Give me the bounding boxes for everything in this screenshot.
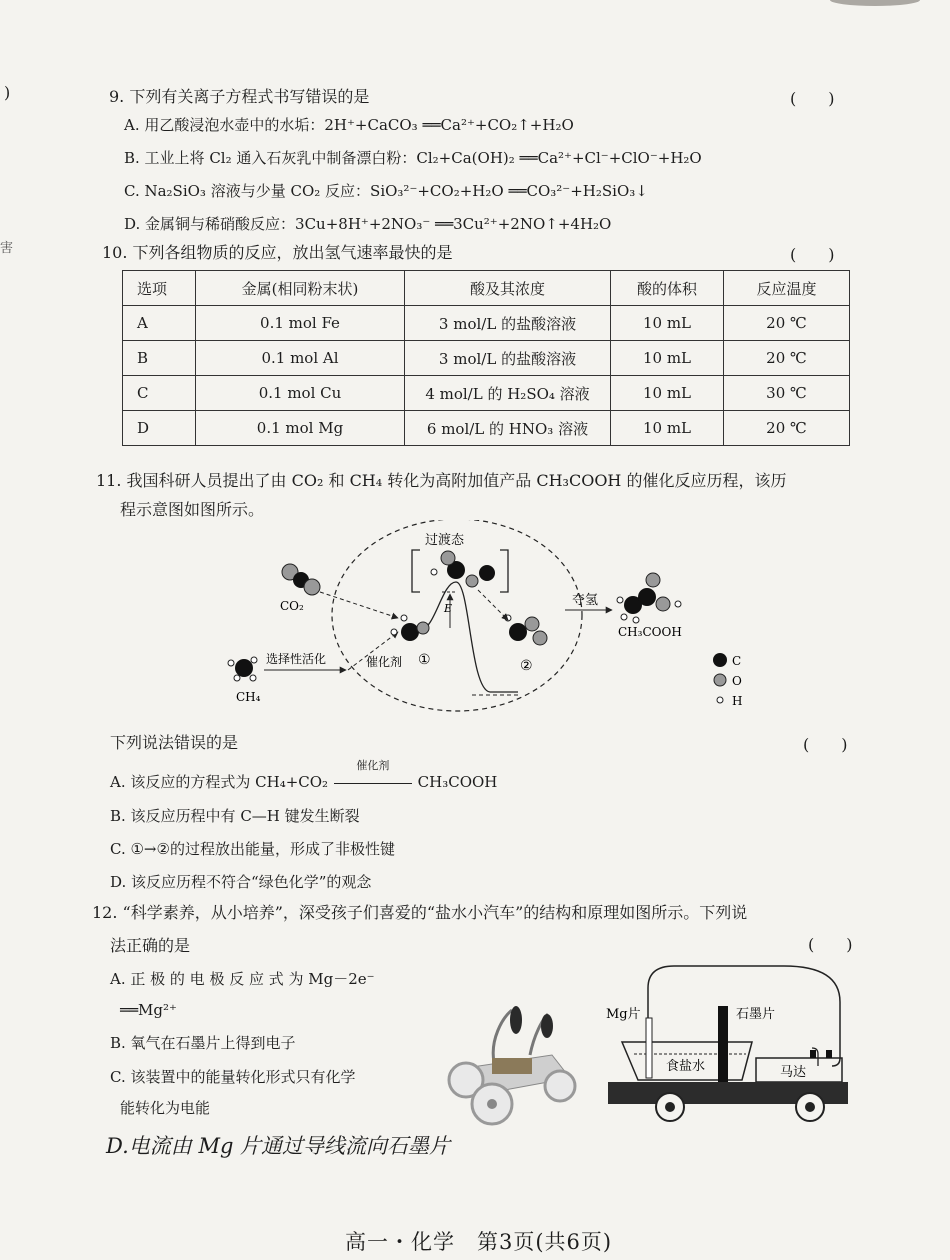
th-volume: 酸的体积 xyxy=(611,271,724,306)
ch4-molecule xyxy=(228,657,257,681)
q9-option-b[interactable] xyxy=(124,147,702,169)
product-label: CH₃COOH xyxy=(618,625,682,639)
table-cell: 20 ℃ xyxy=(724,341,850,376)
catalyst-label: 催化剂 xyxy=(366,655,403,669)
q11-option-a[interactable] xyxy=(110,759,498,793)
co2-arrow xyxy=(320,592,398,618)
product-molecule xyxy=(617,573,681,623)
co2-label: CO₂ xyxy=(280,599,304,613)
q11-ask: 下列说法错误的是 xyxy=(110,733,239,752)
q11-a-arrow xyxy=(333,759,413,793)
q9-a-label: A. 用乙酸浸泡水壶中的水垢： xyxy=(124,116,325,134)
graphite-label: 石墨片 xyxy=(736,1007,776,1022)
q11-reaction-diagram xyxy=(220,520,780,720)
energy-label: E xyxy=(444,602,453,615)
mg-strip xyxy=(646,1018,652,1078)
table-row xyxy=(123,376,850,411)
q9-option-d[interactable] xyxy=(124,213,611,235)
q10-stem: 10. 下列各组物质的反应，放出氢气速率最快的是 xyxy=(102,243,453,262)
q11-a-condition: 催化剂 xyxy=(356,759,390,772)
table-cell: 10 mL xyxy=(611,376,724,411)
transition-bracket-right xyxy=(500,550,508,592)
ch4-label: CH₄ xyxy=(236,690,261,704)
select-activate-label: 选择性活化 xyxy=(266,652,327,666)
table-cell: 0.1 mol Fe xyxy=(196,306,405,341)
table-cell: 4 mol/L 的 H₂SO₄ 溶液 xyxy=(405,376,611,411)
q9-d-equation: 3Cu+8H⁺+2NO₃⁻ ══3Cu²⁺+2NO↑+4H₂O xyxy=(295,215,612,233)
table-cell: 0.1 mol Cu xyxy=(196,376,405,411)
table-cell: 30 ℃ xyxy=(724,376,850,411)
table-cell: 20 ℃ xyxy=(724,306,850,341)
reaction-zone-ellipse xyxy=(332,520,582,711)
q9-b-label: B. 工业上将 Cl₂ 通入石灰乳中制备漂白粉： xyxy=(124,149,417,167)
q9-a-equation: 2H⁺+CaCO₃ ══Ca²⁺+CO₂↑+H₂O xyxy=(324,116,574,134)
table-cell: A xyxy=(123,306,196,341)
q11-stem-line2: 程示意图如图所示。 xyxy=(120,500,265,519)
salt-water-car-diagram xyxy=(604,962,854,1132)
q10-answer-paren[interactable]: ( ) xyxy=(790,245,835,264)
transition-bracket-left xyxy=(412,550,420,592)
q9-c-equation: SiO₃²⁻+CO₂+H₂O ══CO₃²⁻+H₂SiO₃↓ xyxy=(370,182,648,200)
q12-option-c-line2: 能转化为电能 xyxy=(120,1099,211,1117)
table-cell: 20 ℃ xyxy=(724,411,850,446)
table-cell: 0.1 mol Mg xyxy=(196,411,405,446)
q12-option-a-line1[interactable]: A. 正 极 的 电 极 反 应 式 为 Mg－2e⁻ xyxy=(110,970,375,988)
table-cell: 3 mol/L 的盐酸溶液 xyxy=(405,306,611,341)
mg-label: Mg片 xyxy=(606,1007,641,1022)
table-cell: B xyxy=(123,341,196,376)
q11-stem-line1: 11. 我国科研人员提出了由 CO₂ 和 CH₄ 转化为高附加值产品 CH₃COOH 的催化反应历程，该历 xyxy=(96,471,787,490)
q12-option-c-line1[interactable]: C. 该装置中的能量转化形式只有化学 xyxy=(110,1068,356,1086)
legend-o: O xyxy=(732,674,742,688)
q9-c-label: C. Na₂SiO₃ 溶液与少量 CO₂ 反应： xyxy=(124,182,371,200)
scan-smudge xyxy=(830,0,920,6)
q11-option-b[interactable]: B. 该反应历程中有 C—H 键发生断裂 xyxy=(110,807,360,825)
table-cell: 10 mL xyxy=(611,306,724,341)
table-cell: 3 mol/L 的盐酸溶液 xyxy=(405,341,611,376)
q12-stem-line1: 12. “科学素养，从小培养”，深受孩子们喜爱的“盐水小汽车”的结构和原理如图所示。下列说 xyxy=(92,903,748,922)
q9-b-equation: Cl₂+Ca(OH)₂ ══Ca²⁺+Cl⁻+ClO⁻+H₂O xyxy=(416,149,702,167)
q9-option-a[interactable] xyxy=(124,114,574,136)
q12-answer-paren[interactable]: ( ) xyxy=(808,935,853,954)
graphite-rod xyxy=(718,1006,728,1082)
state-1-mark: ① xyxy=(418,652,431,668)
table-cell: C xyxy=(123,376,196,411)
q12-option-b[interactable]: B. 氧气在石墨片上得到电子 xyxy=(110,1034,296,1052)
legend xyxy=(713,653,742,708)
state-1-molecule xyxy=(391,615,429,641)
q11-answer-paren[interactable]: ( ) xyxy=(803,735,848,754)
th-acid: 酸及其浓度 xyxy=(405,271,611,306)
legend-c: C xyxy=(732,654,742,668)
toy-car-photo xyxy=(432,1000,582,1130)
th-option: 选项 xyxy=(123,271,196,306)
table-cell: D xyxy=(123,411,196,446)
q9-answer-paren[interactable]: ( ) xyxy=(790,89,835,108)
saltwater-label: 食盐水 xyxy=(666,1059,706,1074)
transition-down-arrow xyxy=(478,590,508,620)
table-row xyxy=(123,341,850,376)
transition-molecule xyxy=(431,551,495,587)
q9-d-label: D. 金属铜与稀硝酸反应： xyxy=(124,215,296,233)
q9-option-c[interactable] xyxy=(124,180,648,202)
capture-h-label: 夺氢 xyxy=(572,593,599,608)
q12-option-a-line2: ══Mg²⁺ xyxy=(120,1001,177,1019)
th-metal: 金属(相同粉末状) xyxy=(196,271,405,306)
q12-stem-line2: 法正确的是 xyxy=(110,936,191,955)
q11-option-c[interactable]: C. ①→②的过程放出能量，形成了非极性键 xyxy=(110,840,395,858)
q11-a-text: A. 该反应的方程式为 CH₄+CO₂ xyxy=(110,773,329,791)
energy-curve xyxy=(420,582,518,692)
q12-option-d[interactable]: D.电流由 Mg 片通过导线流向石墨片 xyxy=(106,1134,451,1158)
q11-a-product: CH₃COOH xyxy=(417,773,498,791)
co2-molecule xyxy=(282,564,320,595)
table-cell: 10 mL xyxy=(611,411,724,446)
table-cell: 10 mL xyxy=(611,341,724,376)
q10-table xyxy=(122,270,850,446)
table-row xyxy=(123,411,850,446)
motor-label: 马达 xyxy=(780,1065,807,1080)
table-header-row xyxy=(123,271,850,306)
state-2-mark: ② xyxy=(520,658,533,674)
table-row xyxy=(123,306,850,341)
page-footer: 高一・化学 第3页(共6页) xyxy=(345,1230,613,1254)
legend-h: H xyxy=(732,694,743,708)
th-temperature: 反应温度 xyxy=(724,271,850,306)
q11-option-d[interactable]: D. 该反应历程不符合“绿色化学”的观念 xyxy=(110,873,372,891)
margin-bracket: ) xyxy=(4,83,11,102)
margin-char: 害 xyxy=(0,241,14,256)
table-cell: 6 mol/L 的 HNO₃ 溶液 xyxy=(405,411,611,446)
transition-label: 过渡态 xyxy=(425,533,465,548)
table-cell: 0.1 mol Al xyxy=(196,341,405,376)
state-2-molecule xyxy=(505,615,547,645)
q9-stem: 9. 下列有关离子方程式书写错误的是 xyxy=(109,87,370,106)
